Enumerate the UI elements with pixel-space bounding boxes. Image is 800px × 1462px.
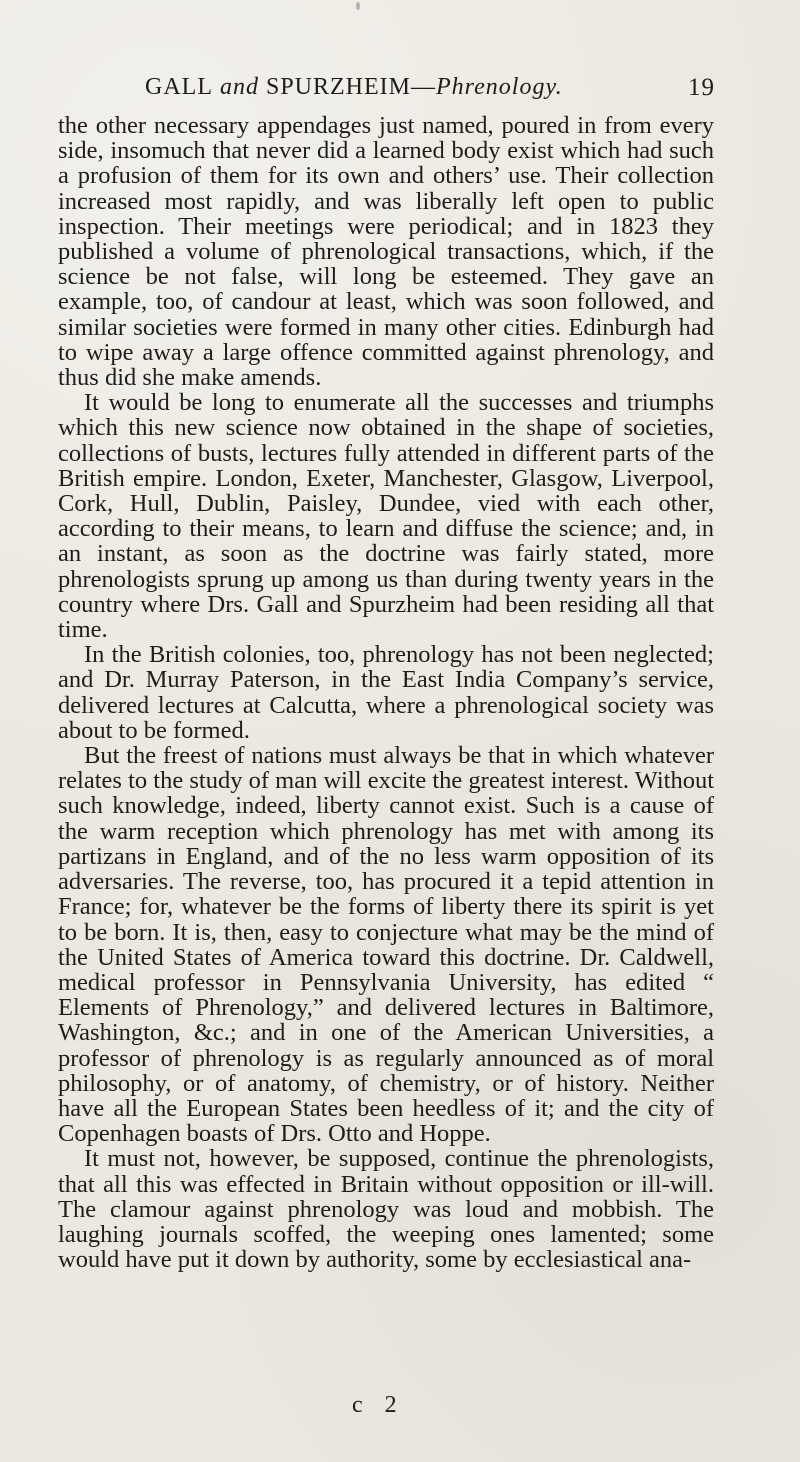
title-dash: — — [411, 74, 437, 100]
body-text — [58, 113, 714, 1272]
signature-mark: c 2 — [352, 1392, 405, 1418]
paragraph-5: It must not, however, be supposed, continue the phrenologists, that all this was effected in Britain without opposition or ill-will. The clamour against phrenology was loud and mobbish. The laughing journals scoffed, the weeping ones lamented; some would have put it down by authority, some by ecclesiastical ana- — [58, 1145, 714, 1274]
paragraph-1: the other necessary appendages just named, poured in from every side, insomuch that never did a learned body exist which had such a profusion of them for its own and others’ use. Their collection increased most rapidly, and was liberally left open to public inspection. Their meetings were periodical; and in 1823 they published a volume of phrenological transactions, which, if the science be not false, will long be esteemed. They gave an example, too, of candour at least, which was soon followed, and similar societies were formed in many other cities. Edinburgh had to wipe away a large offence committed against phrenology, and thus did she make amends. — [58, 112, 714, 392]
title-subject: Phrenology. — [436, 74, 563, 100]
page-number: 19 — [688, 74, 715, 101]
running-head — [145, 74, 715, 108]
running-title — [145, 74, 563, 101]
paragraph-3: In the British colonies, too, phrenology has not been neglected; and Dr. Murray Paterson, in the East India Company’s service, delivered lectures at Calcutta, where a phrenological society was about to be formed. — [58, 641, 714, 744]
paragraph-4: But the freest of nations must always be that in which whatever relates to the study of man will excite the greatest interest. Without such knowledge, indeed, liberty cannot exist. Such is a cause of the warm reception which phrenology has met with among its partizans in England, and of the no less warm opposition of its adversaries. The reverse, too, has procured it a tepid attention in France; for, whatever be the forms of liberty there its spirit is yet to be born. It is, then, easy to conjecture what may be the mind of the United States of America toward this doctrine. Dr. Caldwell, medical professor in Pennsylvania University, has edited “ Elements of Phrenology,” and delivered lectures in Baltimore, Washington, &c.; and in one of the American Universities, a professor of phrenology is as regularly announced as of moral philosophy, or of anatomy, of chemistry, or of history. Neither have all the European States been heedless of it; and the city of Copenhagen boasts of Drs. Otto and Hoppe. — [58, 742, 714, 1148]
title-prefix: GALL — [145, 74, 213, 100]
paper-speck — [356, 2, 360, 10]
paragraph-2: It would be long to enumerate all the successes and triumphs which this new science now obtained in the shape of societies, collections of busts, lectures fully attended in different parts of the British empire. London, Exeter, Manchester, Glasgow, Liverpool, Cork, Hull, Dublin, Paisley, Dundee, vied with each other, according to their means, to learn and diffuse the science; and, in an instant, as soon as the doctrine was fairly stated, more phrenologists sprung up among us than during twenty years in the country where Drs. Gall and Spurzheim had been residing all that time. — [58, 389, 714, 644]
title-name: SPURZHEIM — [265, 74, 412, 100]
title-connector: and — [219, 74, 259, 100]
